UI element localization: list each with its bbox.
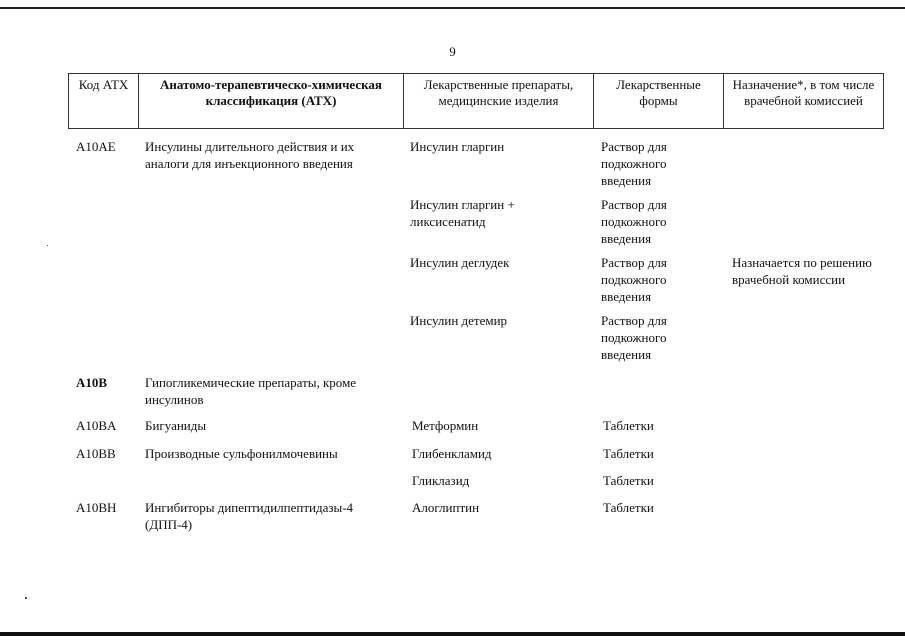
dosage-form: Раствор для подкожного введения (601, 139, 667, 188)
header-row (69, 74, 884, 129)
atc-classification: Ингибиторы дипептидилпептидазы-4 (ДПП-4) (145, 500, 354, 532)
header-forms: Лекарственные формы (594, 74, 724, 129)
drug-name: Метформин (412, 418, 479, 433)
dosage-form: Раствор для подкожного введения (601, 197, 667, 246)
drug-name: Инсулин детемир (410, 313, 508, 328)
atc-code: A10AE (76, 139, 116, 154)
drug-name: Алоглиптин (412, 500, 480, 515)
dosage-form: Таблетки (603, 473, 654, 488)
drug-name: Инсулин гларгин + ликсисенатид (410, 197, 515, 229)
dosage-form: Таблетки (603, 418, 654, 433)
atc-code: A10BH (76, 500, 117, 515)
dosage-form: Таблетки (603, 446, 654, 461)
drug-name: Глибенкламид (412, 446, 492, 461)
atc-code: A10BB (76, 446, 116, 461)
atc-classification: Бигуаниды (145, 418, 207, 433)
dosage-form: Таблетки (603, 500, 654, 515)
drug-name: Инсулин деглудек (410, 255, 510, 270)
page-number: 9 (449, 44, 456, 59)
prescription-note: Назначается по решению врачебной комиссии (732, 255, 872, 287)
dosage-form: Раствор для подкожного введения (601, 313, 667, 362)
atc-code: A10B (76, 375, 108, 390)
drug-name: Инсулин гларгин (410, 139, 505, 154)
atc-classification: Инсулины длительного действия и их аналоги для инъекционного введения (145, 139, 355, 171)
scan-speck (47, 245, 48, 246)
header-code: Код АТХ (69, 74, 139, 129)
scan-speck (25, 597, 27, 599)
top-rule (0, 7, 905, 9)
table-header (68, 73, 884, 129)
atc-classification: Производные сульфонилмочевины (145, 446, 338, 461)
header-classification: Анатомо-терапевтическо-химическая классификация (АТХ) (139, 74, 404, 129)
atc-classification: Гипогликемические препараты, кроме инсулинов (145, 375, 357, 407)
drug-name: Гликлазид (412, 473, 470, 488)
header-drugs: Лекарственные препараты, медицинские изделия (404, 74, 594, 129)
atc-code: A10BA (76, 418, 117, 433)
dosage-form: Раствор для подкожного введения (601, 255, 667, 304)
header-prescription: Назначение*, в том числе врачебной комиссией (724, 74, 884, 129)
bottom-rule (0, 632, 905, 636)
